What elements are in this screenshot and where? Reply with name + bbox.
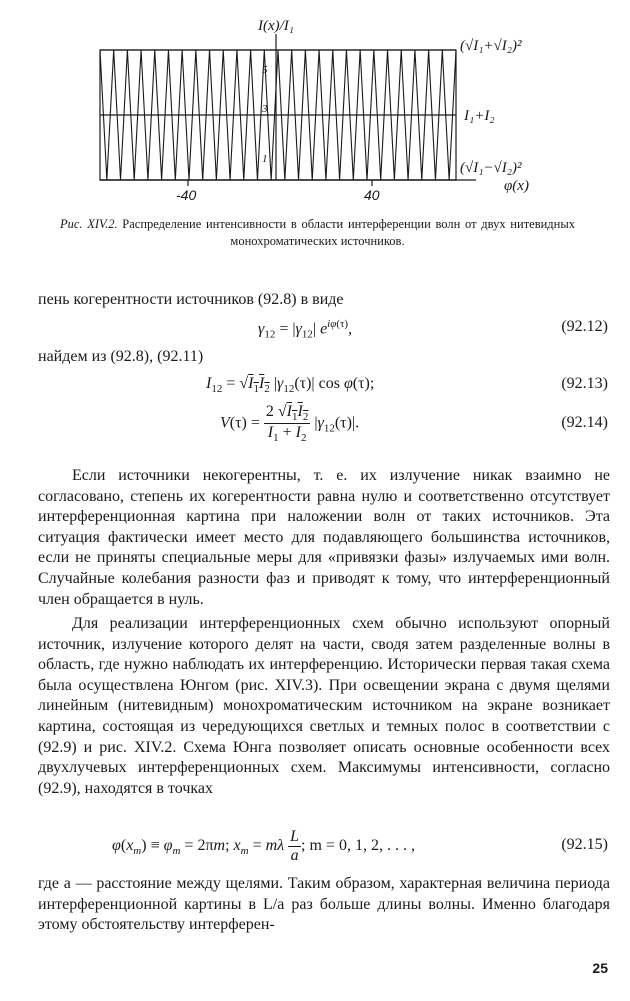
label-mean-level: I₁+I₂ bbox=[464, 108, 495, 124]
paragraph-3: где a — расстояние между щелями. Таким образом, характерная величина периода интерференционной картины в L/a раз больше длины волны. Именно благодаря этому обстоятельству интерферен- bbox=[38, 875, 610, 934]
paragraph-2: Для реализации интерференционных схем обычно используют опорный источник, излучение которого делят на части, сводя затем разделенные волны в область, где нужно наблюдать их интерференцию. Исторически первая такая схема была осуществлена Юнгом (рис. XIV.3). При освещении экрана с двумя щелями линейным (нитевидным) монохроматическим источником на экране возникает картина, состоящая из чередующихся светлых и темных полос в соответствии с (92.9) и рис. XIV.2. Схема Юнга позволяет описать основные особенности всех двухлучевых интерференционных схем. Максимумы интенсивности, согласно (92.9), находятся в точках bbox=[38, 615, 610, 797]
equation-92-15: $\varphi(x_m) \equiv \varphi_m = 2\pi m$; $x_m = m\lambda$ $\frac{L}{a}$ ; m = 0, 1, 2, . . . , bbox=[112, 828, 415, 864]
text-line-1: пень когерентности источников (92.8) в виде bbox=[38, 291, 344, 308]
interference-figure bbox=[0, 0, 630, 200]
equation-92-14: V(τ) = $\frac{2 √I_1I_2}{I_1 + I_2}$ $|\gamma_{12}(\tau)|$. bbox=[220, 403, 360, 445]
eq-number-92-14: (92.14) bbox=[561, 414, 608, 431]
eq15-tail: ; m = 0, 1, 2, . . . , bbox=[301, 837, 415, 855]
text-line-2: найдем из (92.8), (92.11) bbox=[38, 348, 204, 365]
label-max-level: (√I₁+√I₂)² bbox=[460, 38, 522, 54]
y-tick-1: 1 bbox=[262, 153, 268, 165]
y-tick-3: 3 bbox=[262, 103, 268, 115]
eq-number-92-15: (92.15) bbox=[561, 836, 608, 853]
label-min-level: (√I₁−√I₂)² bbox=[460, 160, 522, 176]
y-axis-label: I(x)/I₁ bbox=[258, 18, 295, 34]
x-tick-40: 40 bbox=[364, 187, 380, 200]
figure-caption bbox=[60, 216, 575, 250]
caption-label: Рис. XIV.2. bbox=[60, 217, 118, 231]
eq-number-92-12: (92.12) bbox=[561, 318, 608, 335]
caption-text: Распределение интенсивности в области интерференции волн от двух нитевидных монохроматических источников. bbox=[122, 217, 575, 248]
page-number: 25 bbox=[592, 960, 608, 976]
equation-92-12: $\gamma_{12} = |\gamma_{12}|$ $e^{i\varphi(\tau)}$, bbox=[258, 318, 353, 341]
x-tick-neg40: -40 bbox=[176, 187, 197, 200]
eq-number-92-13: (92.13) bbox=[561, 375, 608, 392]
x-axis-label: φ(x) bbox=[504, 178, 529, 194]
paragraph-1: Если источники некогерентны, т. е. их излучение никак взаимно не согласовано, степень их когерентности равна нулю и соответственно отсутствует интерференционная картина при наложении волн от таких источников. Эта ситуация фактически имеет место для подавляющего большинства источников, если не приняты специальные меры для «привязки фазы» излучаемых ими волн. Случайные колебания разности фаз и приводят к тому, что интерференционный член обращается в нуль. bbox=[38, 467, 610, 608]
equation-92-13: $I_{12} = √I_1I_2$ $|\gamma_{12}(\tau)|$ cos φ(τ); bbox=[206, 375, 375, 396]
y-tick-5: 5 bbox=[262, 64, 268, 76]
